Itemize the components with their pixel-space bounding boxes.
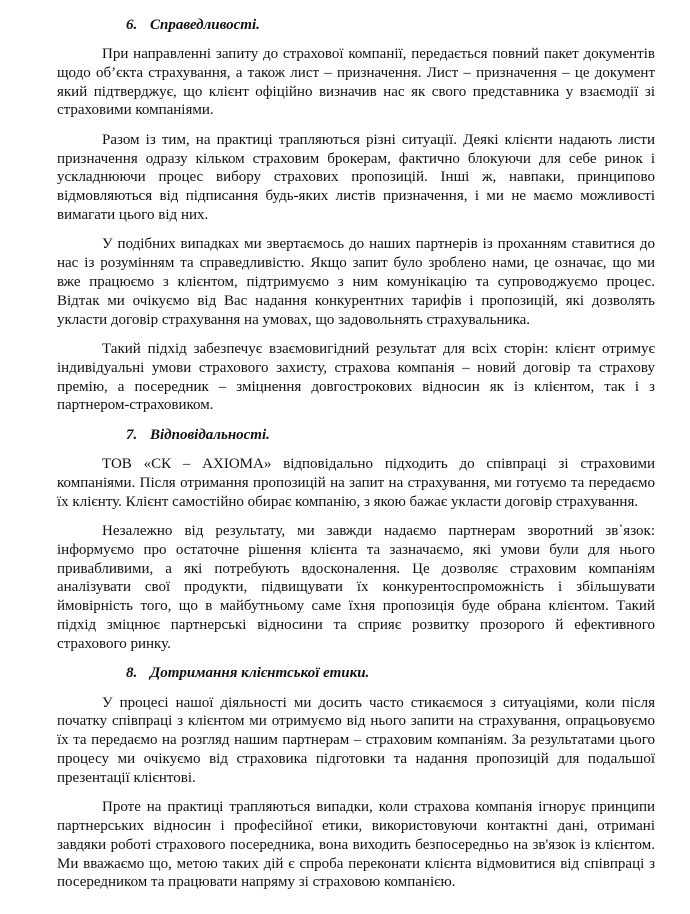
- paragraph-line: презентації клієнтові.: [57, 769, 196, 786]
- paragraph-line: страхового ринку.: [57, 635, 171, 652]
- paragraph-line: При направленні запиту до страхової компанії, передається повний пакет документів: [102, 45, 655, 62]
- paragraph: [57, 694, 655, 788]
- paragraph-line: Незалежно від результату, ми завжди надаємо партнерам зворотний зв᾽язок:: [102, 523, 655, 540]
- paragraph-line: індивідуальні умови страхового захисту, страхова компанія – новий договір та страхову: [57, 359, 655, 376]
- document-page: [57, 16, 655, 903]
- paragraph-line: інформуємо про остаточне рішення клієнта та зазначаємо, які умови були для нього: [57, 541, 655, 558]
- paragraph-line: Такий підхід забезпечує взаємовигідний результат для всіх сторін: клієнт отримує: [102, 340, 655, 357]
- section-title: Дотримання клієнтської етики.: [150, 665, 370, 682]
- paragraph-line: їх клієнту. Клієнт самостійно обирає компанію, з якою бажає укласти договір страхування.: [57, 493, 639, 510]
- paragraph-line: страховими компаніями.: [57, 102, 214, 119]
- paragraph: [57, 455, 655, 511]
- paragraph-line: привабливими, а які потребують вдосконалення. Це дозволяє страховим компаніям: [57, 560, 655, 577]
- section-title: Справедливості.: [150, 16, 260, 33]
- paragraph-line: ускладнюючи процес вибору страхових пропозицій. Інші ж, навпаки, принципово: [57, 169, 655, 186]
- paragraph: [57, 131, 655, 225]
- section-number: 7.: [126, 426, 138, 443]
- paragraph-line: Ми вважаємо що, метою таких дій є спроба переконати клієнта відмовитися від співпраці з: [57, 855, 655, 872]
- paragraph-line: Разом із тим, на практиці трапляються різні ситуації. Деякі клієнти надають листи: [102, 131, 655, 148]
- paragraph-line: ТОВ «СК – АХІОМА» відповідально підходить до співпраці зі страховими: [102, 456, 655, 473]
- paragraph-line: завдяки роботі страхового посередника, вона виходить безпосередньо на зв'язок із клієнтом.: [57, 836, 655, 853]
- paragraph-line: компаніями. Після отримання пропозицій на запит на страхування, ми готуємо та передаємо: [57, 474, 655, 491]
- paragraph-line: Відтак ми очікуємо від Вас надання конкурентних тарифів і пропозицій, які дозволять: [57, 292, 655, 309]
- paragraph: [57, 522, 655, 654]
- section-number: 6.: [126, 16, 138, 33]
- paragraph-line: ймовірність того, що в майбутньому саме їхня пропозиція буде обрана клієнтом. Такий: [57, 598, 655, 615]
- paragraph-line: відмовляються від підписання будь-яких листів призначення, і ми не маємо можливості: [57, 188, 655, 205]
- paragraph-line: підхід зміцнює партнерські відносини та сприяє розвитку прозорого й ефективного: [57, 617, 655, 634]
- paragraph: [57, 798, 655, 892]
- paragraph-line: щодо об’єкта страхування, а також лист – призначення. Лист – призначення – це документ: [57, 64, 655, 81]
- section-number: 8.: [126, 665, 138, 682]
- section-heading: [57, 16, 655, 35]
- paragraph-line: Проте на практиці трапляються випадки, коли страхова компанія ігнорує принципи: [102, 799, 655, 816]
- paragraph-line: їх та передаємо на розгляд нашим партнерам – страховим компаніям. За результатами цього: [57, 732, 655, 749]
- paragraph: [57, 45, 655, 120]
- paragraph-line: У подібних випадках ми звертаємось до наших партнерів із проханням ставитися до: [102, 236, 655, 253]
- paragraph-line: який підтверджує, що клієнт офіційно визначив нас як свого представника у взаємодії зі: [57, 83, 655, 100]
- paragraph-line: премію, а посередник – зміцнення довгострокових відносин як із клієнтом, так і з: [57, 378, 655, 395]
- paragraph-line: призначення одразу кільком страховим брокерам, фактично блокуючи для себе ринок і: [57, 150, 655, 167]
- paragraph-line: процесу ми очікуємо від страховика підготовки та надання пропозицій для подальшої: [57, 751, 655, 768]
- section-heading: [57, 664, 655, 683]
- paragraph-line: вже працюємо з клієнтом, підтримуємо з ним комунікацію та супроводжуємо процес.: [57, 273, 655, 290]
- paragraph-line: партнерських відносин і професійної етики, використовуючи контактні дані, отримані: [57, 818, 655, 835]
- section-title: Відповідальності.: [150, 426, 270, 443]
- paragraph-line: аналізувати свої продукти, підвищувати їх конкурентоспроможність і збільшувати: [57, 579, 655, 596]
- paragraph-line: нас із розумінням та справедливістю. Якщо запит було зроблено нами, це означає, що ми: [57, 255, 655, 272]
- section-heading: [57, 426, 655, 445]
- paragraph: [57, 340, 655, 415]
- paragraph-line: посередником та працювати напряму зі страховою компанією.: [57, 874, 456, 891]
- paragraph-line: укласти договір страхування на умовах, що задовольнять страхувальника.: [57, 311, 531, 328]
- paragraph-line: вимагати цього від них.: [57, 206, 209, 223]
- paragraph-line: початку співпраці з клієнтом ми отримуємо від нього запити на страхування, опрацьовуємо: [57, 713, 655, 730]
- paragraph-line: партнером-страховиком.: [57, 397, 214, 414]
- paragraph-line: У процесі нашої діяльності ми досить часто стикаємося з ситуаціями, коли після: [102, 694, 655, 711]
- paragraph: [57, 235, 655, 329]
